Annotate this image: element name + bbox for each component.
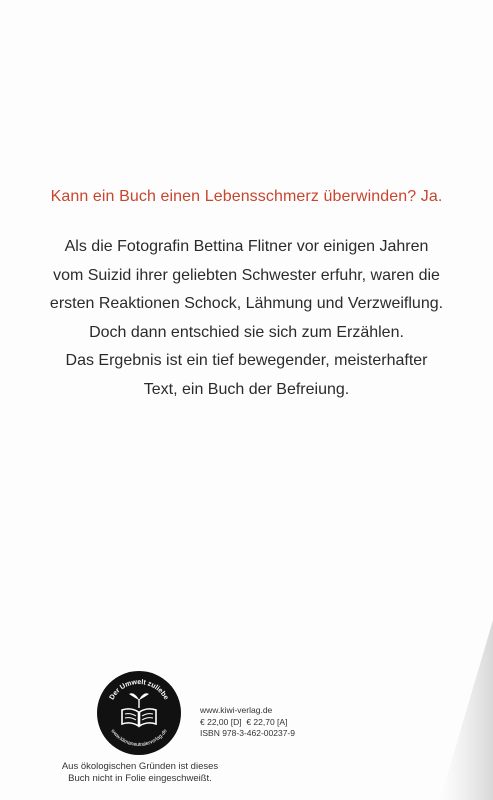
blurb-text xyxy=(20,233,473,404)
price-row xyxy=(200,717,320,729)
blurb-line: vom Suizid ihrer geliebten Schwester erfuhr, waren die xyxy=(53,266,440,284)
blurb-line: Text, ein Buch der Befreiung. xyxy=(143,380,350,398)
eco-note-line: Aus ökologischen Gründen ist dieses xyxy=(61,761,219,772)
blurb-line: Als die Fotografin Bettina Flitner vor einigen Jahren xyxy=(64,238,429,255)
isbn: ISBN 978-3-462-00237-9 xyxy=(200,728,295,738)
tagline: Kann ein Buch einen Lebensschmerz überwinden? Ja. xyxy=(50,188,443,205)
price-de: € 22,00 [D] xyxy=(200,716,242,727)
blurb-line: Doch dann entschied sie sich zum Erzählen. xyxy=(89,323,404,341)
blurb-line: Das Ergebnis ist ein tief bewegender, meisterhafter xyxy=(65,352,428,369)
publisher-website: www.kiwi-verlag.de xyxy=(200,705,273,715)
price-at: € 22,70 [A] xyxy=(246,716,288,727)
eco-note-line: Buch nicht in Folie eingeschweißt. xyxy=(68,773,212,784)
eco-badge-top-text: Der Umwelt zuliebe xyxy=(108,678,170,702)
eco-badge-bottom-text: www.klimaneutralerverlag.de xyxy=(109,728,169,749)
corner-shadow xyxy=(430,620,493,800)
eco-badge xyxy=(96,670,182,756)
publisher-info xyxy=(200,705,320,740)
blurb-line: ersten Reaktionen Schock, Lähmung und Verzweiflung. xyxy=(49,295,444,312)
eco-note xyxy=(40,761,240,785)
